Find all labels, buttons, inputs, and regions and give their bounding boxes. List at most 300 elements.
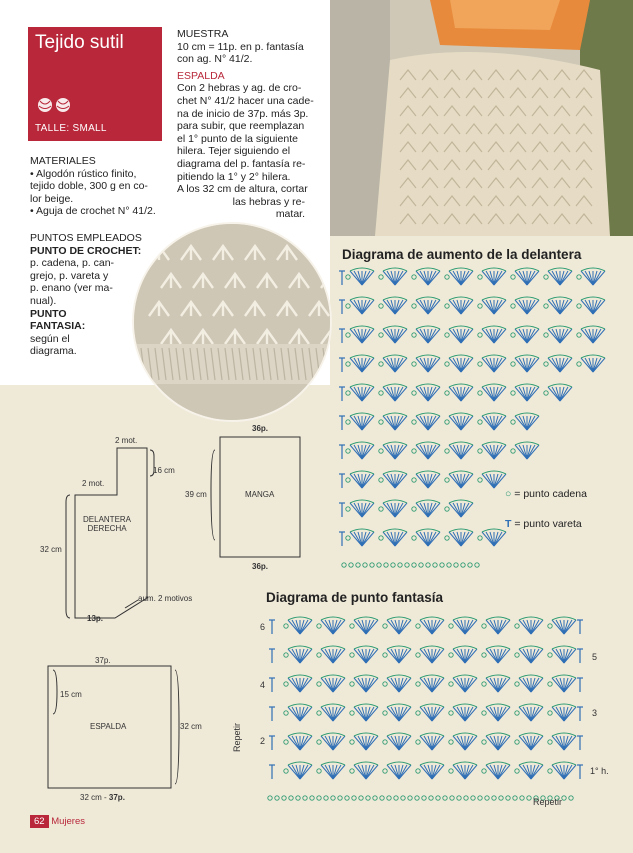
dc-stitch-mark <box>354 503 362 517</box>
front-bottom-label: 13p. <box>87 614 104 623</box>
chain-arc-mark <box>515 442 539 445</box>
chain-arc-mark <box>482 442 506 445</box>
front-label-2: DERECHA <box>87 524 127 533</box>
dc-stitch-mark <box>358 707 366 721</box>
fantasy-heading: FANTASIA: <box>30 320 86 333</box>
chain-stitch-mark <box>429 796 433 800</box>
front-16cm-label: 16 cm <box>153 466 175 475</box>
dc-stitch-mark <box>354 387 362 401</box>
chain-stitch-mark <box>350 624 354 628</box>
fantasy-diagram-title: Diagrama de punto fantasía <box>266 590 444 605</box>
chain-arc-mark <box>486 762 510 765</box>
chain-stitch-mark <box>482 740 486 744</box>
dc-stitch-mark <box>325 707 333 721</box>
dc-stitch-mark <box>424 678 432 692</box>
repeat-vertical-label: Repetir <box>232 722 242 752</box>
chain-stitch-mark <box>379 275 383 279</box>
chain-stitch-mark <box>380 796 384 800</box>
chain-arc-mark <box>354 617 378 620</box>
chain-stitch-mark <box>478 796 482 800</box>
dc-stitch-mark <box>387 329 395 343</box>
chain-stitch-mark <box>511 362 515 366</box>
chain-arc-mark <box>387 733 411 736</box>
dc-stitch-mark <box>391 649 399 663</box>
chain-arc-mark <box>581 355 605 358</box>
chain-arc-mark <box>453 646 477 649</box>
chain-arc-mark <box>449 471 473 474</box>
chain-arc-mark <box>383 297 407 300</box>
dc-stitch-mark <box>354 474 362 488</box>
back-line: hilera. Tejer siguiendo el <box>177 145 291 158</box>
chain-stitch-mark <box>346 333 350 337</box>
chain-stitch-mark <box>379 478 383 482</box>
fantasy-stitch-chart <box>262 608 592 808</box>
front-top-label: 2 mot. <box>115 436 138 445</box>
dc-stitch-mark <box>424 649 432 663</box>
chain-arc-mark <box>420 704 444 707</box>
chain-stitch-mark <box>515 653 519 657</box>
chain-stitch-mark <box>499 796 503 800</box>
chain-stitch-mark <box>443 796 447 800</box>
chain-stitch-mark <box>383 740 387 744</box>
materials-heading: MATERIALES <box>30 155 96 167</box>
chain-stitch-mark <box>511 333 515 337</box>
crochet-line: grejo, p. vareta y <box>30 269 109 282</box>
chain-stitch-mark <box>338 796 342 800</box>
chain-stitch-mark <box>482 682 486 686</box>
chain-stitch-mark <box>379 333 383 337</box>
chain-stitch-mark <box>511 449 515 453</box>
chain-stitch-mark <box>422 796 426 800</box>
chain-stitch-mark <box>416 711 420 715</box>
chain-arc-mark <box>383 471 407 474</box>
chain-stitch-mark <box>548 740 552 744</box>
chain-arc-mark <box>350 384 374 387</box>
dc-stitch-mark <box>453 271 461 285</box>
dc-stitch-mark <box>552 271 560 285</box>
chain-stitch-mark <box>412 391 416 395</box>
chain-arc-mark <box>321 617 345 620</box>
chain-arc-mark <box>383 326 407 329</box>
chain-stitch-mark <box>346 507 350 511</box>
chain-stitch-mark <box>379 507 383 511</box>
chain-stitch-mark <box>544 304 548 308</box>
chain-stitch-mark <box>412 449 416 453</box>
chain-stitch-mark <box>317 624 321 628</box>
dc-stitch-mark <box>486 474 494 488</box>
back-line: chet N° 41/2 hacer una cade- <box>177 94 314 107</box>
chain-arc-mark <box>552 617 576 620</box>
chain-stitch-mark <box>478 333 482 337</box>
chain-arc-mark <box>416 500 440 503</box>
back-15cm-label: 15 cm <box>60 690 82 699</box>
double-crochet-icon: T <box>505 518 512 530</box>
chain-stitch-mark <box>445 478 449 482</box>
chain-arc-mark <box>515 297 539 300</box>
chain-arc-mark <box>387 704 411 707</box>
chain-stitch-mark <box>569 796 573 800</box>
dc-stitch-mark <box>354 416 362 430</box>
chain-stitch-mark <box>482 769 486 773</box>
chain-arc-mark <box>449 442 473 445</box>
chain-stitch-mark <box>317 682 321 686</box>
chain-arc-mark <box>548 355 572 358</box>
dc-stitch-mark <box>519 416 527 430</box>
legend-dc-label: = punto vareta <box>514 518 582 530</box>
footer <box>30 816 85 827</box>
chain-stitch-mark <box>544 362 548 366</box>
yarn-balls-icon <box>36 95 76 118</box>
chain-stitch-mark <box>412 536 416 540</box>
chain-arc-mark <box>548 326 572 329</box>
chain-arc-mark <box>486 733 510 736</box>
instructions-column <box>177 28 327 221</box>
chain-stitch-mark <box>317 769 321 773</box>
chain-stitch-mark <box>577 362 581 366</box>
chain-arc-mark <box>449 355 473 358</box>
dc-stitch-mark <box>358 736 366 750</box>
chain-stitch-mark <box>544 391 548 395</box>
dc-stitch-mark <box>585 329 593 343</box>
dc-stitch-mark <box>523 765 531 779</box>
chain-stitch-mark <box>377 563 381 567</box>
dc-stitch-mark <box>391 765 399 779</box>
dc-stitch-mark <box>490 678 498 692</box>
chain-stitch-mark <box>310 796 314 800</box>
dc-stitch-mark <box>552 300 560 314</box>
chain-arc-mark <box>383 268 407 271</box>
chain-stitch-mark <box>445 391 449 395</box>
chain-stitch-mark <box>440 563 444 567</box>
row-number: 3 <box>592 708 598 718</box>
chain-stitch-mark <box>408 796 412 800</box>
magazine-name: Mujeres <box>51 816 86 827</box>
dc-stitch-mark <box>556 707 564 721</box>
back-label: ESPALDA <box>90 722 127 731</box>
chain-stitch-mark <box>419 563 423 567</box>
dc-stitch-mark <box>552 358 560 372</box>
chain-stitch-mark <box>370 563 374 567</box>
chain-stitch-mark <box>401 796 405 800</box>
chain-stitch-mark <box>412 478 416 482</box>
chain-stitch-mark <box>349 563 353 567</box>
chain-arc-mark <box>482 355 506 358</box>
chain-stitch-mark <box>383 769 387 773</box>
chain-stitch-icon: ○ <box>505 488 512 500</box>
dc-stitch-mark <box>453 329 461 343</box>
chain-stitch-mark <box>449 682 453 686</box>
chain-arc-mark <box>383 500 407 503</box>
chain-stitch-mark <box>562 796 566 800</box>
back-32cm-label: 32 cm <box>180 722 202 731</box>
chain-arc-mark <box>416 355 440 358</box>
back-heading: ESPALDA <box>177 69 225 82</box>
chain-stitch-mark <box>478 478 482 482</box>
chain-arc-mark <box>453 704 477 707</box>
chain-stitch-mark <box>492 796 496 800</box>
chain-stitch-mark <box>478 391 482 395</box>
chain-stitch-mark <box>548 653 552 657</box>
chain-arc-mark <box>350 355 374 358</box>
chain-stitch-mark <box>416 682 420 686</box>
chain-stitch-mark <box>577 275 581 279</box>
chain-stitch-mark <box>511 304 515 308</box>
chain-stitch-mark <box>412 362 416 366</box>
chain-stitch-mark <box>412 304 416 308</box>
sample-heading: MUESTRA <box>177 28 229 40</box>
chain-stitch-mark <box>412 275 416 279</box>
chain-arc-mark <box>321 646 345 649</box>
dc-stitch-mark <box>519 271 527 285</box>
chain-arc-mark <box>449 384 473 387</box>
back-top-label: 37p. <box>95 656 111 665</box>
dc-stitch-mark <box>453 387 461 401</box>
chain-arc-mark <box>482 413 506 416</box>
chain-arc-mark <box>515 413 539 416</box>
dc-stitch-mark <box>424 765 432 779</box>
dc-stitch-mark <box>391 736 399 750</box>
crochet-line: p. enano (ver ma- <box>30 282 113 295</box>
chain-arc-mark <box>453 617 477 620</box>
dc-stitch-mark <box>420 445 428 459</box>
chain-arc-mark <box>350 413 374 416</box>
chain-stitch-mark <box>548 711 552 715</box>
dc-stitch-mark <box>358 765 366 779</box>
dc-stitch-mark <box>354 300 362 314</box>
chain-stitch-mark <box>449 653 453 657</box>
chain-stitch-mark <box>461 563 465 567</box>
dc-stitch-mark <box>556 649 564 663</box>
chain-arc-mark <box>548 268 572 271</box>
row-number: 4 <box>260 680 266 690</box>
materials-line: • Algodón rústico finito, <box>30 167 137 180</box>
chain-stitch-mark <box>445 536 449 540</box>
back-line: diagrama del p. fantasía re- <box>177 157 306 170</box>
chain-arc-mark <box>519 675 543 678</box>
chain-arc-mark <box>416 529 440 532</box>
chain-arc-mark <box>519 617 543 620</box>
chain-stitch-mark <box>350 682 354 686</box>
chain-arc-mark <box>552 733 576 736</box>
chain-stitch-mark <box>548 769 552 773</box>
chain-stitch-mark <box>345 796 349 800</box>
dc-stitch-mark <box>523 736 531 750</box>
materials-line: • Aguja de crochet N° 41/2. <box>30 205 156 218</box>
dc-stitch-mark <box>486 271 494 285</box>
dc-stitch-mark <box>490 649 498 663</box>
chain-arc-mark <box>453 733 477 736</box>
dc-stitch-mark <box>391 620 399 634</box>
front-label <box>83 515 131 533</box>
chain-stitch-mark <box>350 653 354 657</box>
back-line: para subir, que reemplazan <box>177 120 305 133</box>
front-increase-label: aum. 2 motivos <box>138 594 193 603</box>
chain-stitch-mark <box>464 796 468 800</box>
dc-stitch-mark <box>486 387 494 401</box>
chain-stitch-mark <box>478 362 482 366</box>
chain-stitch-mark <box>468 563 472 567</box>
chain-stitch-mark <box>433 563 437 567</box>
dc-stitch-mark <box>391 707 399 721</box>
chain-stitch-mark <box>511 391 515 395</box>
chain-stitch-mark <box>359 796 363 800</box>
row-number: 1° h. <box>590 766 609 776</box>
chain-stitch-mark <box>426 563 430 567</box>
chain-arc-mark <box>354 704 378 707</box>
chain-stitch-mark <box>383 653 387 657</box>
legend-chain <box>505 488 587 500</box>
dc-stitch-mark <box>585 300 593 314</box>
chain-arc-mark <box>449 500 473 503</box>
sleeve-label: MANGA <box>245 490 275 499</box>
dc-stitch-mark <box>424 620 432 634</box>
chain-stitch-mark <box>544 333 548 337</box>
chain-stitch-mark <box>405 563 409 567</box>
dc-stitch-mark <box>387 300 395 314</box>
chain-stitch-mark <box>363 563 367 567</box>
chain-arc-mark <box>482 384 506 387</box>
back-line: pitiendo la 1° y 2° hilera. <box>177 170 291 183</box>
chain-stitch-mark <box>577 333 581 337</box>
dc-stitch-mark <box>358 649 366 663</box>
pattern-schematics <box>30 430 310 810</box>
chain-stitch-mark <box>445 362 449 366</box>
dc-stitch-mark <box>358 620 366 634</box>
chain-arc-mark <box>581 297 605 300</box>
chain-arc-mark <box>354 733 378 736</box>
chain-stitch-mark <box>482 624 486 628</box>
chain-arc-mark <box>383 355 407 358</box>
chain-arc-mark <box>449 413 473 416</box>
chain-stitch-mark <box>379 420 383 424</box>
chain-arc-mark <box>515 326 539 329</box>
chain-arc-mark <box>416 471 440 474</box>
dc-stitch-mark <box>420 387 428 401</box>
dc-stitch-mark <box>420 300 428 314</box>
chain-arc-mark <box>449 297 473 300</box>
dc-stitch-mark <box>420 474 428 488</box>
chain-stitch-mark <box>366 796 370 800</box>
dc-stitch-mark <box>490 620 498 634</box>
chain-arc-mark <box>581 268 605 271</box>
chain-arc-mark <box>453 762 477 765</box>
back-line: el 1° punto de la siguiente <box>177 132 298 145</box>
chain-arc-mark <box>350 326 374 329</box>
fantasy-line: según el <box>30 332 70 345</box>
chain-arc-mark <box>515 384 539 387</box>
chain-stitch-mark <box>317 653 321 657</box>
chain-arc-mark <box>350 529 374 532</box>
chain-stitch-mark <box>520 796 524 800</box>
chain-stitch-mark <box>478 420 482 424</box>
chain-stitch-mark <box>457 796 461 800</box>
chain-stitch-mark <box>398 563 402 567</box>
chain-arc-mark <box>350 471 374 474</box>
chain-arc-mark <box>552 704 576 707</box>
chain-stitch-mark <box>515 740 519 744</box>
dc-stitch-mark <box>523 678 531 692</box>
chain-stitch-mark <box>548 624 552 628</box>
front-diagram-title: Diagrama de aumento de la delantera <box>342 247 582 262</box>
row-number: 5 <box>592 652 598 662</box>
dc-stitch-mark <box>486 532 494 546</box>
dc-stitch-mark <box>391 678 399 692</box>
size-label: TALLE: SMALL <box>35 123 107 134</box>
chain-arc-mark <box>321 675 345 678</box>
points-heading: PUNTOS EMPLEADOS <box>30 232 142 244</box>
dc-stitch-mark <box>354 271 362 285</box>
chain-stitch-mark <box>475 563 479 567</box>
dc-stitch-mark <box>354 329 362 343</box>
dc-stitch-mark <box>453 416 461 430</box>
chain-stitch-mark <box>412 563 416 567</box>
chain-arc-mark <box>482 297 506 300</box>
points-section <box>30 232 142 358</box>
chain-arc-mark <box>416 442 440 445</box>
back-line: A los 32 cm de altura, cortar <box>177 183 308 196</box>
chain-stitch-mark <box>485 796 489 800</box>
chain-stitch-mark <box>482 653 486 657</box>
front-piece-outline <box>75 448 147 618</box>
chain-stitch-mark <box>412 507 416 511</box>
dc-stitch-mark <box>387 416 395 430</box>
chain-stitch-mark <box>454 563 458 567</box>
chain-arc-mark <box>354 762 378 765</box>
chain-stitch-mark <box>515 682 519 686</box>
sleeve-top-label: 36p. <box>252 424 269 433</box>
chain-stitch-mark <box>436 796 440 800</box>
chain-arc-mark <box>416 326 440 329</box>
chain-stitch-mark <box>416 769 420 773</box>
dc-stitch-mark <box>325 736 333 750</box>
chain-stitch-mark <box>373 796 377 800</box>
dc-stitch-mark <box>453 300 461 314</box>
materials-section <box>30 155 162 218</box>
back-bottom-points: 37p. <box>108 793 125 802</box>
repeat-horizontal-label: Repetir <box>533 797 563 807</box>
chain-stitch-mark <box>331 796 335 800</box>
sleeve-height-label: 39 cm <box>185 490 207 499</box>
chain-arc-mark <box>321 733 345 736</box>
chain-stitch-mark <box>379 449 383 453</box>
chain-arc-mark <box>387 617 411 620</box>
chain-stitch-mark <box>450 796 454 800</box>
chain-arc-mark <box>383 413 407 416</box>
chain-stitch-mark <box>412 333 416 337</box>
dc-stitch-mark <box>519 387 527 401</box>
chain-stitch-mark <box>317 740 321 744</box>
chain-stitch-mark <box>350 769 354 773</box>
dc-stitch-mark <box>325 765 333 779</box>
fantasy-heading: PUNTO <box>30 307 67 320</box>
chain-stitch-mark <box>346 449 350 453</box>
chain-stitch-mark <box>346 536 350 540</box>
dc-stitch-mark <box>556 620 564 634</box>
garment-photo <box>330 0 633 236</box>
chain-stitch-mark <box>447 563 451 567</box>
chain-stitch-mark <box>471 796 475 800</box>
chain-arc-mark <box>420 762 444 765</box>
chain-arc-mark <box>449 326 473 329</box>
chain-stitch-mark <box>449 769 453 773</box>
chain-stitch-mark <box>350 711 354 715</box>
chain-stitch-mark <box>515 711 519 715</box>
dc-stitch-mark <box>486 300 494 314</box>
stitch-detail-photo <box>132 222 332 422</box>
dc-stitch-mark <box>490 736 498 750</box>
chain-stitch-mark <box>379 362 383 366</box>
dc-stitch-mark <box>420 532 428 546</box>
